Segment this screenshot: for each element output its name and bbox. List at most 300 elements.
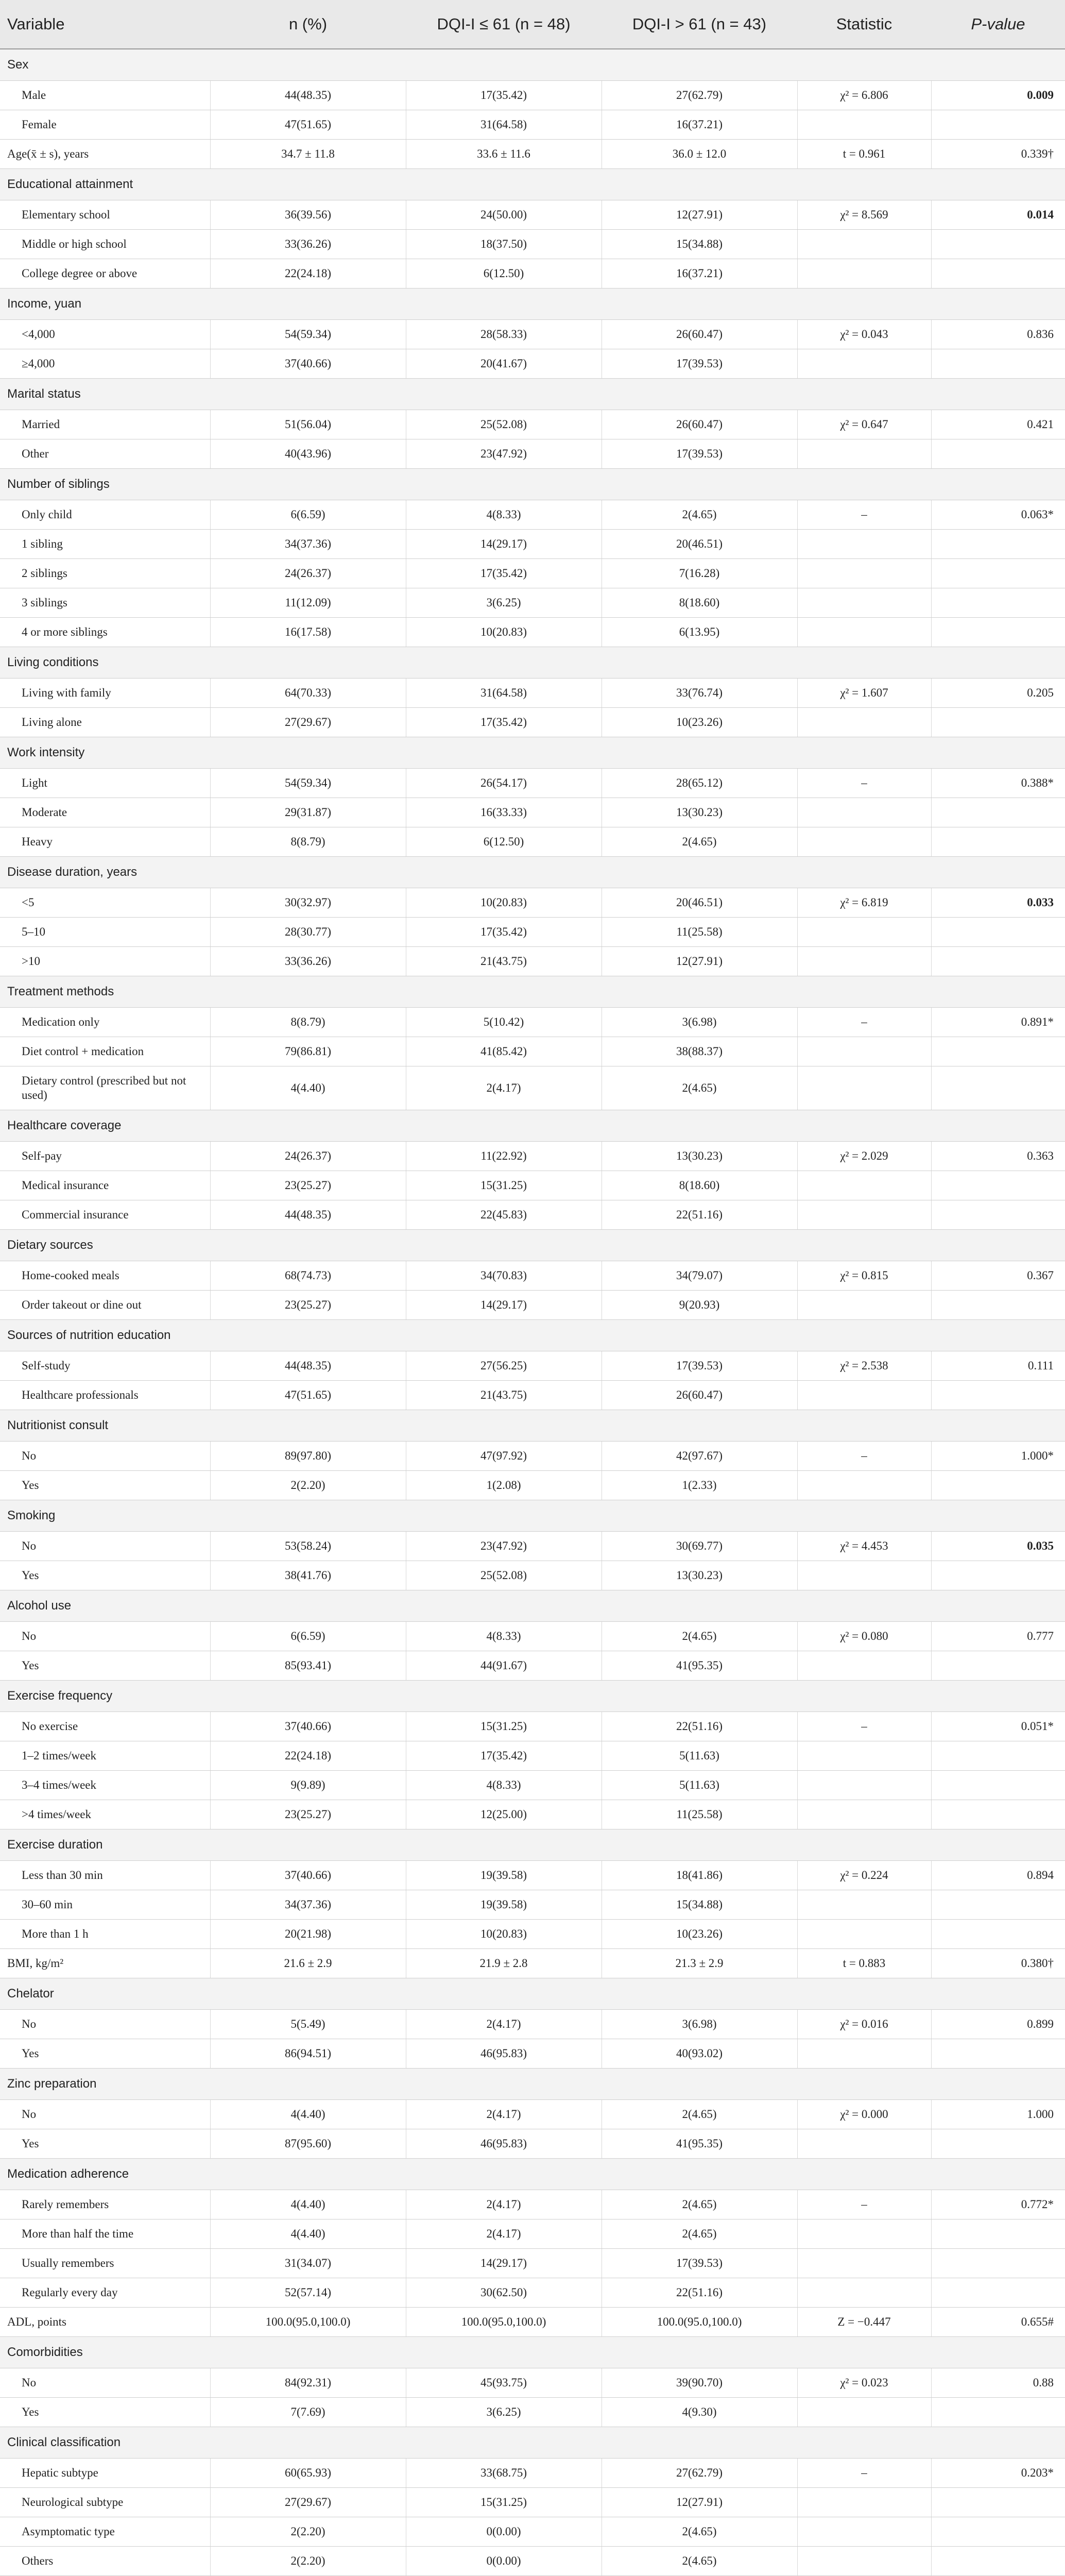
- cell-statistic: –: [797, 2459, 931, 2488]
- table-row: [0, 2517, 1065, 2547]
- cell-statistic: [797, 798, 931, 827]
- cell-n: 47(51.65): [210, 1381, 406, 1410]
- section-row: [0, 1410, 1065, 1442]
- table-row: [0, 559, 1065, 588]
- section-label: Medication adherence: [0, 2159, 1065, 2190]
- cell-statistic: χ² = 0.000: [797, 2100, 931, 2129]
- cell-n: 44(48.35): [210, 1351, 406, 1381]
- section-label: Disease duration, years: [0, 857, 1065, 888]
- row-label: Living with family: [0, 679, 210, 708]
- cell-n: 44(48.35): [210, 81, 406, 110]
- cell-p-value: [931, 259, 1065, 289]
- cell-statistic: χ² = 6.806: [797, 81, 931, 110]
- cell-n: 24(26.37): [210, 559, 406, 588]
- cell-n: 2(2.20): [210, 1471, 406, 1500]
- section-row: [0, 169, 1065, 200]
- cell-statistic: [797, 588, 931, 618]
- cell-group-low: 4(8.33): [406, 1771, 602, 1800]
- section-row: [0, 2427, 1065, 2459]
- cell-group-low: 6(12.50): [406, 259, 602, 289]
- cell-group-low: 46(95.83): [406, 2129, 602, 2159]
- row-label: Other: [0, 439, 210, 469]
- row-label: College degree or above: [0, 259, 210, 289]
- table-row: [0, 1651, 1065, 1681]
- cell-statistic: [797, 1800, 931, 1829]
- cell-n: 23(25.27): [210, 1171, 406, 1200]
- cell-p-value: [931, 2547, 1065, 2576]
- cell-group-high: 2(4.65): [602, 2517, 797, 2547]
- cell-p-value: [931, 1291, 1065, 1320]
- cell-n: 60(65.93): [210, 2459, 406, 2488]
- row-label: Yes: [0, 1651, 210, 1681]
- cell-group-high: 40(93.02): [602, 2039, 797, 2069]
- cell-statistic: [797, 1561, 931, 1590]
- cell-n: 23(25.27): [210, 1800, 406, 1829]
- section-row: [0, 49, 1065, 81]
- row-label: No: [0, 2368, 210, 2398]
- cell-p-value: [931, 2278, 1065, 2308]
- table-row: [0, 1800, 1065, 1829]
- cell-p-value: [931, 1651, 1065, 1681]
- cell-n: 4(4.40): [210, 2100, 406, 2129]
- header-statistic: Statistic: [797, 0, 931, 49]
- cell-p-value: [931, 2517, 1065, 2547]
- cell-group-low: 11(22.92): [406, 1142, 602, 1171]
- header-variable: Variable: [0, 0, 210, 49]
- table-row: [0, 1200, 1065, 1230]
- cell-p-value: [931, 1200, 1065, 1230]
- cell-n: 34.7 ± 11.8: [210, 140, 406, 169]
- cell-group-high: 4(9.30): [602, 2398, 797, 2427]
- cell-p-value: [931, 349, 1065, 379]
- cell-statistic: [797, 230, 931, 259]
- cell-group-high: 28(65.12): [602, 769, 797, 798]
- table-row: [0, 769, 1065, 798]
- row-label: Light: [0, 769, 210, 798]
- table-row: [0, 410, 1065, 439]
- cell-group-high: 100.0(95.0,100.0): [602, 2308, 797, 2337]
- table-row: [0, 1949, 1065, 1978]
- row-label: >10: [0, 947, 210, 976]
- cell-group-high: 1(2.33): [602, 1471, 797, 1500]
- cell-p-value: 0.203*: [931, 2459, 1065, 2488]
- cell-n: 53(58.24): [210, 1532, 406, 1561]
- cell-group-high: 42(97.67): [602, 1442, 797, 1471]
- cell-n: 16(17.58): [210, 618, 406, 647]
- cell-statistic: [797, 1291, 931, 1320]
- cell-p-value: 0.891*: [931, 1008, 1065, 1037]
- cell-n: 23(25.27): [210, 1291, 406, 1320]
- cell-n: 6(6.59): [210, 500, 406, 530]
- section-row: [0, 469, 1065, 500]
- cell-group-low: 30(62.50): [406, 2278, 602, 2308]
- section-row: [0, 1681, 1065, 1712]
- cell-n: 6(6.59): [210, 1622, 406, 1651]
- cell-n: 8(8.79): [210, 1008, 406, 1037]
- cell-group-low: 14(29.17): [406, 1291, 602, 1320]
- cell-statistic: [797, 1066, 931, 1110]
- row-label: More than 1 h: [0, 1920, 210, 1949]
- cell-group-high: 15(34.88): [602, 1890, 797, 1920]
- table-row: [0, 1741, 1065, 1771]
- cell-statistic: χ² = 8.569: [797, 200, 931, 230]
- cell-n: 34(37.36): [210, 530, 406, 559]
- cell-statistic: [797, 1771, 931, 1800]
- cell-statistic: χ² = 0.080: [797, 1622, 931, 1651]
- table-row: [0, 2398, 1065, 2427]
- section-label: Zinc preparation: [0, 2069, 1065, 2100]
- section-row: [0, 1829, 1065, 1861]
- cell-group-high: 2(4.65): [602, 2100, 797, 2129]
- cell-p-value: [931, 1890, 1065, 1920]
- row-label: Self-pay: [0, 1142, 210, 1171]
- table-row: [0, 708, 1065, 737]
- cell-p-value: 0.88: [931, 2368, 1065, 2398]
- cell-group-high: 13(30.23): [602, 1561, 797, 1590]
- table-row: [0, 1291, 1065, 1320]
- table-row: [0, 1381, 1065, 1410]
- cell-group-low: 45(93.75): [406, 2368, 602, 2398]
- table-row: [0, 259, 1065, 289]
- section-label: Work intensity: [0, 737, 1065, 769]
- row-label: Rarely remembers: [0, 2190, 210, 2219]
- cell-n: 47(51.65): [210, 110, 406, 140]
- table-row: [0, 2129, 1065, 2159]
- cell-n: 9(9.89): [210, 1771, 406, 1800]
- cell-statistic: χ² = 4.453: [797, 1532, 931, 1561]
- header-group-low: DQI-I ≤ 61 (n = 48): [406, 0, 602, 49]
- cell-n: 29(31.87): [210, 798, 406, 827]
- cell-statistic: [797, 2249, 931, 2278]
- cell-statistic: [797, 1741, 931, 1771]
- header-group-high: DQI-I > 61 (n = 43): [602, 0, 797, 49]
- table-row: [0, 888, 1065, 918]
- cell-p-value: [931, 2219, 1065, 2249]
- cell-group-low: 27(56.25): [406, 1351, 602, 1381]
- cell-group-low: 17(35.42): [406, 559, 602, 588]
- table-row: [0, 2278, 1065, 2308]
- row-label: No: [0, 1622, 210, 1651]
- table-row: [0, 1771, 1065, 1800]
- cell-p-value: 1.000*: [931, 1442, 1065, 1471]
- section-label: Exercise duration: [0, 1829, 1065, 1861]
- cell-statistic: χ² = 0.647: [797, 410, 931, 439]
- section-row: [0, 1590, 1065, 1622]
- cell-n: 20(21.98): [210, 1920, 406, 1949]
- cell-p-value: [931, 618, 1065, 647]
- cell-group-low: 24(50.00): [406, 200, 602, 230]
- row-label: Usually remembers: [0, 2249, 210, 2278]
- cell-group-low: 15(31.25): [406, 1712, 602, 1741]
- cell-p-value: [931, 2249, 1065, 2278]
- cell-p-value: [931, 827, 1065, 857]
- cell-statistic: [797, 827, 931, 857]
- row-label: Elementary school: [0, 200, 210, 230]
- cell-p-value: 0.421: [931, 410, 1065, 439]
- cell-n: 34(37.36): [210, 1890, 406, 1920]
- table-row: [0, 439, 1065, 469]
- cell-p-value: 0.014: [931, 200, 1065, 230]
- table-row: [0, 2190, 1065, 2219]
- cell-p-value: [931, 947, 1065, 976]
- row-label: No: [0, 2010, 210, 2039]
- row-label: Married: [0, 410, 210, 439]
- cell-group-low: 28(58.33): [406, 320, 602, 349]
- row-label: Female: [0, 110, 210, 140]
- cell-n: 87(95.60): [210, 2129, 406, 2159]
- cell-n: 44(48.35): [210, 1200, 406, 1230]
- cell-p-value: [931, 439, 1065, 469]
- cell-n: 4(4.40): [210, 1066, 406, 1110]
- cell-p-value: 0.111: [931, 1351, 1065, 1381]
- row-label: 5–10: [0, 918, 210, 947]
- cell-statistic: t = 0.961: [797, 140, 931, 169]
- section-row: [0, 289, 1065, 320]
- section-label: Sex: [0, 49, 1065, 81]
- table-row: [0, 1532, 1065, 1561]
- cell-group-high: 27(62.79): [602, 81, 797, 110]
- cell-statistic: [797, 2129, 931, 2159]
- row-label: No exercise: [0, 1712, 210, 1741]
- cell-group-low: 2(4.17): [406, 2190, 602, 2219]
- cell-n: 22(24.18): [210, 259, 406, 289]
- row-label: Self-study: [0, 1351, 210, 1381]
- cell-group-low: 17(35.42): [406, 81, 602, 110]
- cell-n: 5(5.49): [210, 2010, 406, 2039]
- row-label: Commercial insurance: [0, 1200, 210, 1230]
- cell-group-high: 16(37.21): [602, 110, 797, 140]
- row-label: Yes: [0, 2398, 210, 2427]
- cell-statistic: χ² = 0.043: [797, 320, 931, 349]
- cell-n: 30(32.97): [210, 888, 406, 918]
- table-row: [0, 1920, 1065, 1949]
- cell-group-low: 0(0.00): [406, 2517, 602, 2547]
- table-row: [0, 1261, 1065, 1291]
- cell-statistic: –: [797, 1442, 931, 1471]
- cell-group-low: 34(70.83): [406, 1261, 602, 1291]
- section-row: [0, 2337, 1065, 2368]
- cell-group-high: 17(39.53): [602, 1351, 797, 1381]
- cell-p-value: [931, 230, 1065, 259]
- cell-p-value: 0.772*: [931, 2190, 1065, 2219]
- cell-group-high: 2(4.65): [602, 2190, 797, 2219]
- cell-p-value: 0.035: [931, 1532, 1065, 1561]
- table-row: [0, 1171, 1065, 1200]
- cell-statistic: [797, 1171, 931, 1200]
- table-row: [0, 588, 1065, 618]
- section-label: Nutritionist consult: [0, 1410, 1065, 1442]
- cell-group-low: 10(20.83): [406, 1920, 602, 1949]
- cell-statistic: [797, 2517, 931, 2547]
- cell-statistic: [797, 110, 931, 140]
- table-row: [0, 2488, 1065, 2517]
- cell-group-low: 46(95.83): [406, 2039, 602, 2069]
- cell-p-value: 0.388*: [931, 769, 1065, 798]
- cell-group-low: 14(29.17): [406, 530, 602, 559]
- row-label: BMI, kg/m²: [0, 1949, 210, 1978]
- cell-group-low: 33.6 ± 11.6: [406, 140, 602, 169]
- cell-n: 36(39.56): [210, 200, 406, 230]
- cell-n: 8(8.79): [210, 827, 406, 857]
- cell-group-low: 5(10.42): [406, 1008, 602, 1037]
- row-label: More than half the time: [0, 2219, 210, 2249]
- cell-statistic: –: [797, 1008, 931, 1037]
- cell-group-high: 11(25.58): [602, 918, 797, 947]
- row-label: Medical insurance: [0, 1171, 210, 1200]
- cell-group-high: 13(30.23): [602, 798, 797, 827]
- row-label: Others: [0, 2547, 210, 2576]
- cell-group-low: 15(31.25): [406, 1171, 602, 1200]
- table-row: [0, 2368, 1065, 2398]
- cell-group-high: 2(4.65): [602, 2547, 797, 2576]
- row-label: 30–60 min: [0, 1890, 210, 1920]
- cell-group-low: 0(0.00): [406, 2547, 602, 2576]
- cell-group-high: 20(46.51): [602, 530, 797, 559]
- cell-p-value: [931, 1561, 1065, 1590]
- cell-group-high: 22(51.16): [602, 2278, 797, 2308]
- cell-group-low: 100.0(95.0,100.0): [406, 2308, 602, 2337]
- cell-group-high: 6(13.95): [602, 618, 797, 647]
- table-row: [0, 1037, 1065, 1066]
- section-label: Clinical classification: [0, 2427, 1065, 2459]
- cell-p-value: [931, 530, 1065, 559]
- table-row: [0, 2249, 1065, 2278]
- cell-p-value: 0.033: [931, 888, 1065, 918]
- cell-statistic: [797, 2398, 931, 2427]
- section-row: [0, 1978, 1065, 2010]
- row-label: Only child: [0, 500, 210, 530]
- row-label: Dietary control (prescribed but not used): [0, 1066, 210, 1110]
- row-label: 2 siblings: [0, 559, 210, 588]
- row-label: <4,000: [0, 320, 210, 349]
- cell-p-value: 0.894: [931, 1861, 1065, 1890]
- cell-n: 28(30.77): [210, 918, 406, 947]
- table-row: [0, 2219, 1065, 2249]
- cell-n: 33(36.26): [210, 947, 406, 976]
- cell-n: 84(92.31): [210, 2368, 406, 2398]
- row-label: ADL, points: [0, 2308, 210, 2337]
- table-row: [0, 530, 1065, 559]
- table-row: [0, 1890, 1065, 1920]
- cell-group-high: 5(11.63): [602, 1741, 797, 1771]
- cell-statistic: [797, 1200, 931, 1230]
- cell-group-low: 25(52.08): [406, 1561, 602, 1590]
- cell-group-high: 41(95.35): [602, 2129, 797, 2159]
- cell-p-value: 0.051*: [931, 1712, 1065, 1741]
- table-row: [0, 918, 1065, 947]
- cell-group-low: 3(6.25): [406, 2398, 602, 2427]
- cell-n: 54(59.34): [210, 769, 406, 798]
- table-row: [0, 1442, 1065, 1471]
- cell-group-high: 8(18.60): [602, 1171, 797, 1200]
- cell-statistic: [797, 1890, 931, 1920]
- row-label: ≥4,000: [0, 349, 210, 379]
- cell-statistic: [797, 1920, 931, 1949]
- cell-group-high: 41(95.35): [602, 1651, 797, 1681]
- cell-group-high: 16(37.21): [602, 259, 797, 289]
- cell-group-low: 44(91.67): [406, 1651, 602, 1681]
- section-row: [0, 1110, 1065, 1142]
- cell-statistic: –: [797, 769, 931, 798]
- cell-group-low: 1(2.08): [406, 1471, 602, 1500]
- section-label: Chelator: [0, 1978, 1065, 2010]
- cell-group-low: 15(31.25): [406, 2488, 602, 2517]
- cell-p-value: 1.000: [931, 2100, 1065, 2129]
- cell-n: 4(4.40): [210, 2190, 406, 2219]
- cell-p-value: [931, 1771, 1065, 1800]
- section-label: Comorbidities: [0, 2337, 1065, 2368]
- table-row: [0, 1561, 1065, 1590]
- table-row: [0, 1142, 1065, 1171]
- cell-statistic: [797, 1381, 931, 1410]
- row-label: Home-cooked meals: [0, 1261, 210, 1291]
- cell-n: 37(40.66): [210, 1861, 406, 1890]
- cell-p-value: 0.380†: [931, 1949, 1065, 1978]
- cell-group-low: 2(4.17): [406, 2219, 602, 2249]
- row-label: Hepatic subtype: [0, 2459, 210, 2488]
- row-label: Male: [0, 81, 210, 110]
- cell-group-low: 47(97.92): [406, 1442, 602, 1471]
- cell-statistic: –: [797, 500, 931, 530]
- cell-group-low: 16(33.33): [406, 798, 602, 827]
- table-row: [0, 200, 1065, 230]
- table-row: [0, 1066, 1065, 1110]
- cell-group-high: 34(79.07): [602, 1261, 797, 1291]
- cell-n: 4(4.40): [210, 2219, 406, 2249]
- cell-p-value: [931, 110, 1065, 140]
- row-label: 4 or more siblings: [0, 618, 210, 647]
- cell-group-low: 21.9 ± 2.8: [406, 1949, 602, 1978]
- cell-n: 40(43.96): [210, 439, 406, 469]
- cell-group-high: 2(4.65): [602, 827, 797, 857]
- cell-group-low: 2(4.17): [406, 2100, 602, 2129]
- cell-group-high: 12(27.91): [602, 947, 797, 976]
- row-label: Yes: [0, 2039, 210, 2069]
- cell-n: 37(40.66): [210, 349, 406, 379]
- table-row: [0, 947, 1065, 976]
- table-row: [0, 230, 1065, 259]
- row-label: 3 siblings: [0, 588, 210, 618]
- cell-p-value: [931, 918, 1065, 947]
- cell-n: 2(2.20): [210, 2547, 406, 2576]
- cell-n: 38(41.76): [210, 1561, 406, 1590]
- cell-p-value: [931, 1171, 1065, 1200]
- cell-p-value: 0.899: [931, 2010, 1065, 2039]
- row-label: Neurological subtype: [0, 2488, 210, 2517]
- cell-n: 7(7.69): [210, 2398, 406, 2427]
- cell-group-low: 21(43.75): [406, 1381, 602, 1410]
- cell-group-low: 4(8.33): [406, 500, 602, 530]
- cell-group-high: 12(27.91): [602, 200, 797, 230]
- cell-group-low: 12(25.00): [406, 1800, 602, 1829]
- cell-p-value: [931, 588, 1065, 618]
- header-row: [0, 0, 1065, 49]
- cell-group-low: 10(20.83): [406, 888, 602, 918]
- cell-p-value: 0.836: [931, 320, 1065, 349]
- cell-group-high: 8(18.60): [602, 588, 797, 618]
- cell-p-value: 0.009: [931, 81, 1065, 110]
- cell-statistic: –: [797, 2190, 931, 2219]
- section-label: Sources of nutrition education: [0, 1320, 1065, 1351]
- table-row: [0, 140, 1065, 169]
- cell-n: 52(57.14): [210, 2278, 406, 2308]
- row-label: Moderate: [0, 798, 210, 827]
- cell-group-high: 27(62.79): [602, 2459, 797, 2488]
- row-label: Regularly every day: [0, 2278, 210, 2308]
- cell-statistic: [797, 559, 931, 588]
- cell-group-high: 26(60.47): [602, 320, 797, 349]
- cell-p-value: [931, 1920, 1065, 1949]
